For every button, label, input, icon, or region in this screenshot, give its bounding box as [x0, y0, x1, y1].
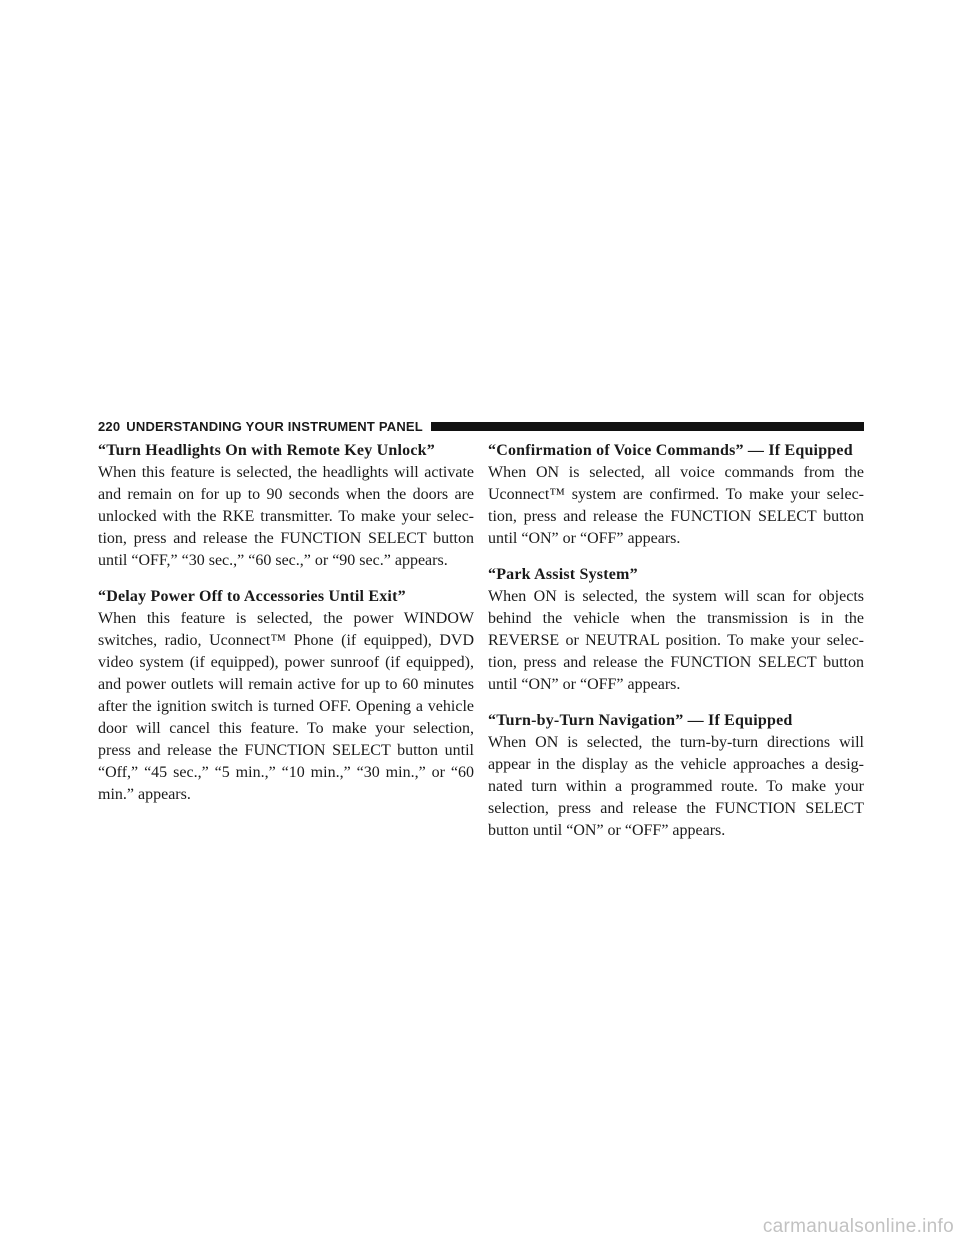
- setting-description: When ON is selected, the turn-by-turn directions will appear in the display as the vehicle approaches a desig-nated turn within a programmed route. To make your selection, press and release the FUNCTION SELECT button until “ON” or “OFF” appears.: [488, 734, 864, 839]
- right-column: [488, 440, 864, 856]
- page-header: [98, 417, 864, 435]
- setting-description: When this feature is selected, the power WINDOW switches, radio, Uconnect™ Phone (if equipped), DVD video system (if equipped), power sunroof (if equipped), and power outlets will remain active for up to 60 minutes after the ignition switch is turned OFF. Opening a vehicle door will cancel this feature. To make your selection, press and release the FUNCTION SELECT button until “Off,” “45 sec.,” “5 min.,” “10 min.,” “30 min.,” or “60 min.” appears.: [98, 610, 474, 803]
- setting-heading: “Delay Power Off to Accessories Until Exit”: [98, 588, 406, 605]
- header-rule: [431, 422, 864, 431]
- setting-heading: “Confirmation of Voice Commands” — If Equipped: [488, 442, 853, 459]
- section-title: UNDERSTANDING YOUR INSTRUMENT PANEL: [126, 418, 423, 434]
- setting-heading: “Turn Headlights On with Remote Key Unlock”: [98, 442, 435, 459]
- setting-delay-power-off: [98, 586, 474, 806]
- page-number: 220: [98, 418, 121, 434]
- setting-turn-by-turn: [488, 710, 864, 842]
- setting-description: When ON is selected, the system will scan for objects behind the vehicle when the transmission is in the REVERSE or NEUTRAL position. To make your selec-tion, press and release the FUNCTION SELECT button until “ON” or “OFF” appears.: [488, 588, 864, 693]
- setting-park-assist: [488, 564, 864, 696]
- setting-description: When this feature is selected, the headlights will activate and remain on for up to 90 seconds when the doors are unlocked with the RKE transmitter. To make your selec-tion, press and release the FUNCTION SELECT button until “OFF,” “30 sec.,” “60 sec.,” or “90 sec.” appears.: [98, 464, 474, 569]
- setting-heading: “Park Assist System”: [488, 566, 638, 583]
- watermark-text: carmanualsonline.info: [762, 1216, 954, 1237]
- setting-heading: “Turn-by-Turn Navigation” — If Equipped: [488, 712, 793, 729]
- setting-turn-headlights-on: [98, 440, 474, 572]
- setting-voice-confirmation: [488, 440, 864, 550]
- left-column: [98, 440, 474, 820]
- setting-description: When ON is selected, all voice commands from the Uconnect™ system are confirmed. To make your selec-tion, press and release the FUNCTION SELECT button until “ON” or “OFF” appears.: [488, 464, 864, 547]
